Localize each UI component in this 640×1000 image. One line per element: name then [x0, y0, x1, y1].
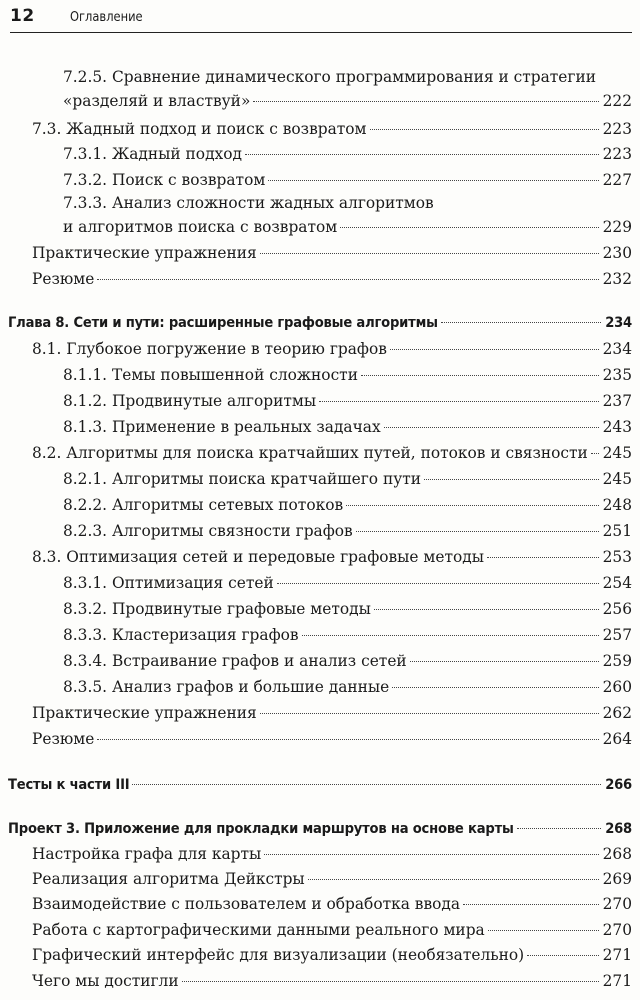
- toc-page-number: 243: [602, 418, 632, 436]
- toc-entry-title: 8.1.3. Применение в реальных задачах: [63, 418, 381, 436]
- dot-leader: [488, 930, 599, 931]
- toc-entry-title: 7.3.1. Жадный подход: [63, 145, 242, 163]
- dot-leader: [463, 904, 599, 905]
- toc-page-number: 229: [602, 218, 632, 236]
- toc-page-number: 266: [605, 776, 632, 793]
- toc-entry-title: 8.3.3. Кластеризация графов: [63, 626, 299, 644]
- dot-leader: [340, 227, 598, 228]
- toc-entry-title: Резюме: [32, 730, 95, 748]
- dot-leader: [260, 253, 599, 254]
- toc-page-number: 270: [602, 895, 632, 913]
- toc-entry-title: Графический интерфейс для визуализации (необязательно): [32, 946, 525, 964]
- dot-leader: [361, 375, 599, 376]
- toc-entry-title: Глава 8. Сети и пути: расширенные графовые алгоритмы: [8, 314, 438, 331]
- page-number: 12: [10, 6, 35, 26]
- toc-entry-title: 8.3.4. Встраивание графов и анализ сетей: [63, 652, 407, 670]
- dot-leader: [527, 955, 598, 956]
- toc-entry-title: Настройка графа для карты: [32, 845, 262, 863]
- toc-page-number: 230: [602, 244, 632, 262]
- toc-page-number: 268: [605, 820, 632, 837]
- toc-entry-title: 8.3. Оптимизация сетей и передовые графовые методы: [32, 548, 485, 566]
- dot-leader: [97, 739, 598, 740]
- toc-page-number: 262: [602, 704, 632, 722]
- toc-entry-title: 8.2.3. Алгоритмы связности графов: [63, 522, 353, 540]
- page-header: [10, 4, 632, 33]
- dot-leader: [390, 349, 599, 350]
- toc-entry-title: Резюме: [32, 270, 95, 288]
- toc-entry-title: 8.3.1. Оптимизация сетей: [63, 574, 274, 592]
- toc-page-number: 253: [602, 548, 632, 566]
- toc-entry-title: и алгоритмов поиска с возвратом: [63, 218, 338, 236]
- toc-entry-title: 8.3.5. Анализ графов и большие данные: [63, 678, 390, 696]
- dot-leader: [132, 784, 601, 785]
- running-title: Оглавление: [70, 9, 143, 25]
- toc-page-number: 234: [602, 340, 632, 358]
- toc-page-number: 248: [602, 496, 632, 514]
- dot-leader: [410, 661, 599, 662]
- toc-entry-title: 8.2.1. Алгоритмы поиска кратчайшего пути: [63, 470, 422, 488]
- dot-leader: [277, 583, 599, 584]
- dot-leader: [487, 557, 599, 558]
- toc-page-number: 257: [602, 626, 632, 644]
- toc-page-number: 227: [602, 171, 632, 189]
- toc-page-number: 270: [602, 921, 632, 939]
- toc-page-number: 234: [605, 314, 632, 331]
- dot-leader: [302, 635, 599, 636]
- dot-leader: [268, 180, 598, 181]
- toc-page-number: 223: [602, 145, 632, 163]
- dot-leader: [245, 154, 599, 155]
- toc-entry-title: 7.3. Жадный подход и поиск с возвратом: [32, 120, 367, 138]
- toc-entry-title: 8.1.2. Продвинутые алгоритмы: [63, 392, 317, 410]
- toc-entry-title: Практические упражнения: [32, 244, 257, 262]
- toc-entry-title-line: 7.3.3. Анализ сложности жадных алгоритмов: [63, 194, 434, 212]
- dot-leader: [97, 279, 598, 280]
- dot-leader: [264, 854, 598, 855]
- toc-entry-title: Взаимодействие с пользователем и обработка ввода: [32, 895, 461, 913]
- toc-entry-title-line: 7.2.5. Сравнение динамического программирования и стратегии: [63, 68, 596, 86]
- toc-entry-title: 8.1. Глубокое погружение в теорию графов: [32, 340, 387, 358]
- toc-page-number: 237: [602, 392, 632, 410]
- toc-entry-title: 8.2. Алгоритмы для поиска кратчайших путей, потоков и связности: [32, 444, 588, 462]
- toc-entry-title: Проект 3. Приложение для прокладки маршрутов на основе карты: [8, 820, 514, 837]
- toc-entry-title: 8.3.2. Продвинутые графовые методы: [63, 600, 371, 618]
- dot-leader: [260, 713, 599, 714]
- toc-page-number: 235: [602, 366, 632, 384]
- toc-entry-title: Практические упражнения: [32, 704, 257, 722]
- toc-entry-title: «разделяй и властвуй»: [63, 92, 251, 110]
- toc-entry-title: Работа с картографическими данными реального мира: [32, 921, 485, 939]
- dot-leader: [392, 687, 598, 688]
- toc-page-number: 264: [602, 730, 632, 748]
- toc-entry-title: 7.3.2. Поиск с возвратом: [63, 171, 266, 189]
- toc-page-number: 251: [602, 522, 632, 540]
- dot-leader: [182, 981, 599, 982]
- toc-page-number: 269: [602, 870, 632, 888]
- dot-leader: [441, 322, 601, 323]
- toc-page-number: 232: [602, 270, 632, 288]
- dot-leader: [346, 505, 598, 506]
- toc-page-number: 271: [602, 946, 632, 964]
- dot-leader: [591, 453, 599, 454]
- toc-page-number: 254: [602, 574, 632, 592]
- toc-page-number: 245: [602, 444, 632, 462]
- dot-leader: [374, 609, 599, 610]
- toc-page-number: 223: [602, 120, 632, 138]
- dot-leader: [424, 479, 599, 480]
- dot-leader: [370, 129, 599, 130]
- toc-entry-title: Чего мы достигли: [32, 972, 179, 990]
- toc-page-number: 222: [602, 92, 632, 110]
- dot-leader: [384, 427, 599, 428]
- toc-entry-title: Реализация алгоритма Дейкстры: [32, 870, 305, 888]
- toc-entry-title: 8.1.1. Темы повышенной сложности: [63, 366, 358, 384]
- dot-leader: [308, 879, 599, 880]
- dot-leader: [253, 101, 598, 102]
- dot-leader: [517, 828, 602, 829]
- toc-page-number: 260: [602, 678, 632, 696]
- toc-page-number: 259: [602, 652, 632, 670]
- dot-leader: [319, 401, 599, 402]
- toc-entry-title: Тесты к части III: [8, 776, 130, 793]
- dot-leader: [356, 531, 599, 532]
- toc-page-number: 271: [602, 972, 632, 990]
- toc-page-number: 256: [602, 600, 632, 618]
- toc-page-number: 268: [602, 845, 632, 863]
- toc-page-number: 245: [602, 470, 632, 488]
- toc-entry-title: 8.2.2. Алгоритмы сетевых потоков: [63, 496, 344, 514]
